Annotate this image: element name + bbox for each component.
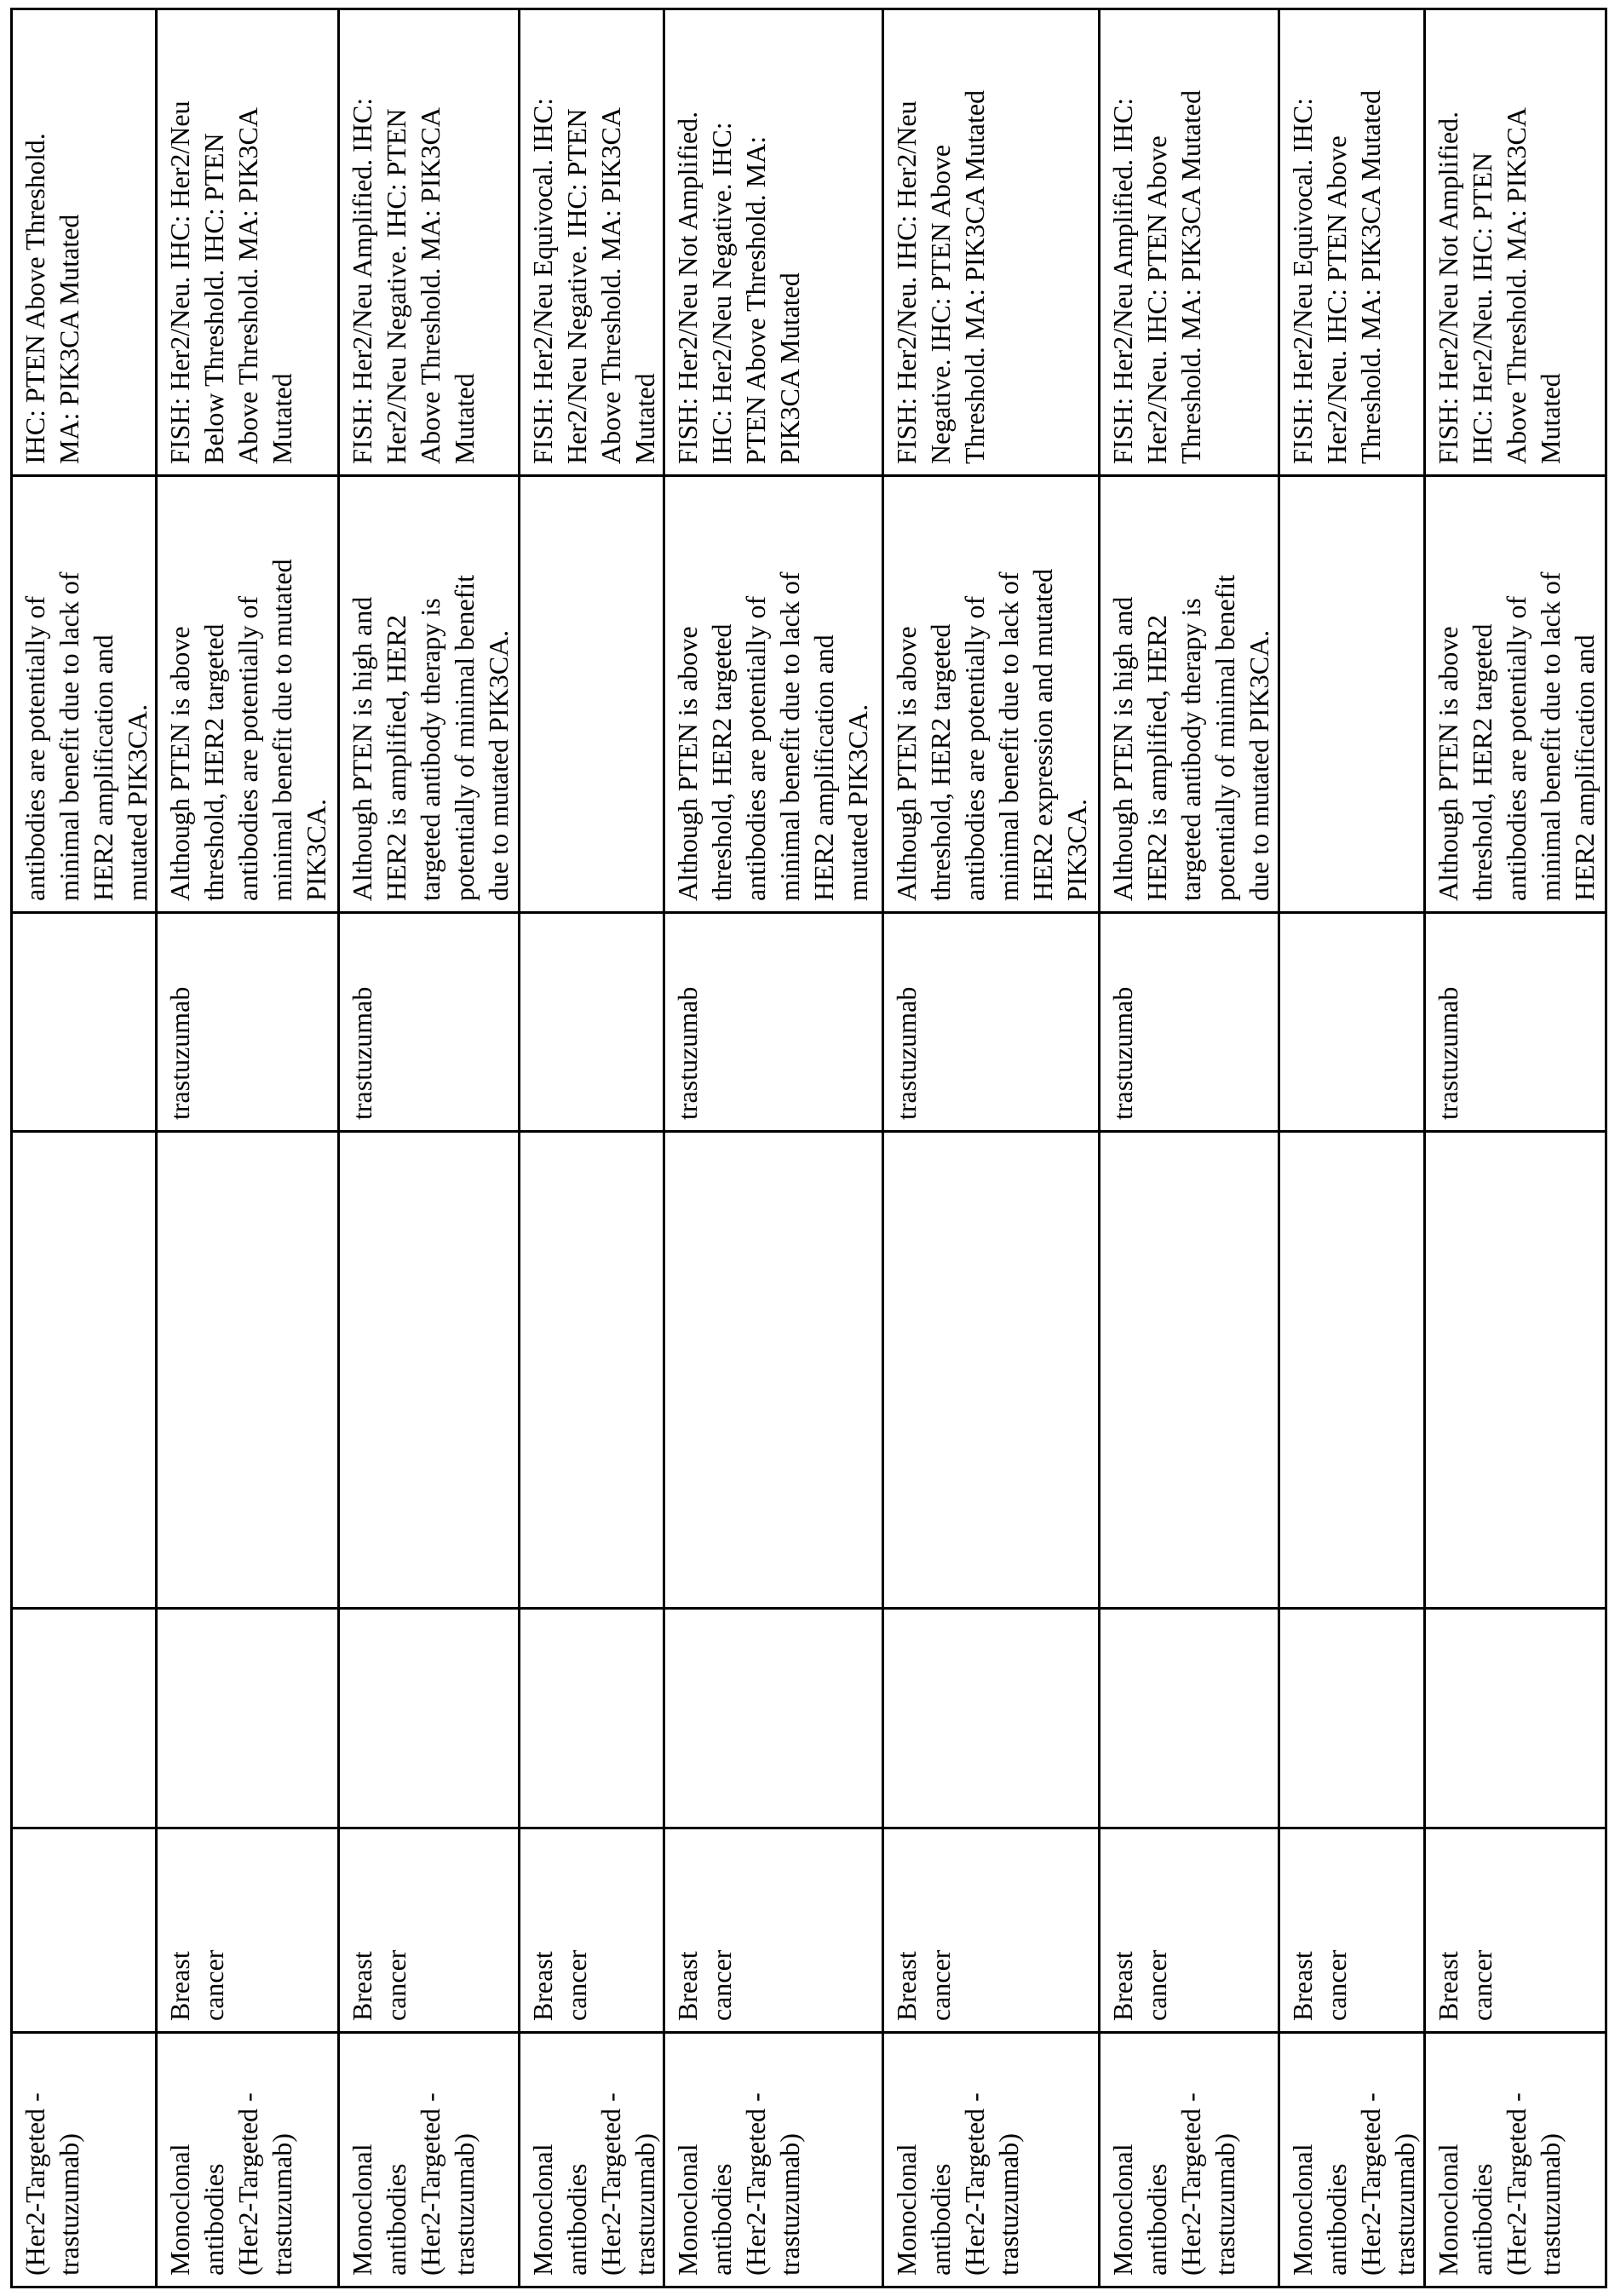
cell-drug-class: Monoclonal antibodies (Her2-Targeted - trastuzumab) (883, 2033, 1100, 2287)
cell-drug: trastuzumab (339, 913, 520, 1132)
cell-biomarkers: FISH: Her2/Neu Equivocal. IHC: Her2/Neu. IHC: PTEN Above Threshold. MA: PIK3CA Mutated (1279, 9, 1425, 476)
cell-biomarkers: IHC: PTEN Above Threshold. MA: PIK3CA Mutated (12, 9, 157, 476)
cell-drug-class: Monoclonal antibodies (Her2-Targeted - trastuzumab) (157, 2033, 339, 2287)
cell-drug-class: (Her2-Targeted - trastuzumab) (12, 2033, 157, 2287)
cell-col-d (1425, 1132, 1606, 1609)
table-row (1100, 9, 1279, 2287)
table-row (1425, 9, 1606, 2287)
cell-drug-class: Monoclonal antibodies (Her2-Targeted - trastuzumab) (1425, 2033, 1606, 2287)
cell-col-d (1100, 1132, 1279, 1609)
cell-biomarkers: FISH: Her2/Neu. IHC: Her2/Neu Negative. IHC: PTEN Above Threshold. MA: PIK3CA Mutated (883, 9, 1100, 476)
cell-explanation: Although PTEN is above threshold, HER2 targeted antibodies are potentially of minimal benefit due to lack of HER2 amplification and (1425, 476, 1606, 913)
cell-drug: trastuzumab (1100, 913, 1279, 1132)
cell-col-e (339, 1609, 520, 1828)
rotated-table-page (10, 10, 1606, 2288)
cell-drug-class: Monoclonal antibodies (Her2-Targeted - trastuzumab) (1279, 2033, 1425, 2287)
cell-drug: trastuzumab (664, 913, 883, 1132)
table-row (12, 9, 157, 2287)
cell-drug (12, 913, 157, 1132)
cell-col-d (339, 1132, 520, 1609)
cell-biomarkers: FISH: Her2/Neu Amplified. IHC: Her2/Neu. IHC: PTEN Above Threshold. MA: PIK3CA Mutated (1100, 9, 1279, 476)
cell-col-d (664, 1132, 883, 1609)
cell-col-d (1279, 1132, 1425, 1609)
cell-col-d (157, 1132, 339, 1609)
cell-col-d (520, 1132, 664, 1609)
cell-indication: Breast cancer (664, 1828, 883, 2033)
cell-explanation: Although PTEN is high and HER2 is amplified, HER2 targeted antibody therapy is potentially of minimal benefit due to mutated PIK3CA. (1100, 476, 1279, 913)
cell-col-e (1100, 1609, 1279, 1828)
cell-indication (12, 1828, 157, 2033)
cell-indication: Breast cancer (883, 1828, 1100, 2033)
table-landscape (10, 10, 1606, 2288)
cell-indication: Breast cancer (157, 1828, 339, 2033)
cell-biomarkers: FISH: Her2/Neu Not Amplified. IHC: Her2/Neu Negative. IHC: PTEN Above Threshold. MA: PIK3CA Mutated (664, 9, 883, 476)
cell-drug: trastuzumab (1425, 913, 1606, 1132)
cell-explanation: Although PTEN is above threshold, HER2 targeted antibodies are potentially of minimal benefit due to lack of HER2 expression and mutated PIK3CA. (883, 476, 1100, 913)
cell-drug: trastuzumab (157, 913, 339, 1132)
cell-indication: Breast cancer (1425, 1828, 1606, 2033)
cell-drug: trastuzumab (883, 913, 1100, 1132)
cell-indication: Breast cancer (520, 1828, 664, 2033)
table-row (157, 9, 339, 2287)
cell-biomarkers: FISH: Her2/Neu Equivocal. IHC: Her2/Neu Negative. IHC: PTEN Above Threshold. MA: PIK3CA Mutated (520, 9, 664, 476)
cell-biomarkers: FISH: Her2/Neu. IHC: Her2/Neu Below Threshold. IHC: PTEN Above Threshold. MA: PIK3CA Mutated (157, 9, 339, 476)
table-row (520, 9, 664, 2287)
table-row (883, 9, 1100, 2287)
cell-drug (520, 913, 664, 1132)
table-row (339, 9, 520, 2287)
cell-indication: Breast cancer (1100, 1828, 1279, 2033)
cell-col-e (157, 1609, 339, 1828)
cell-explanation: antibodies are potentially of minimal benefit due to lack of HER2 amplification and mutated PIK3CA. (12, 476, 157, 913)
cell-col-e (664, 1609, 883, 1828)
cell-col-e (12, 1609, 157, 1828)
cell-drug-class: Monoclonal antibodies (Her2-Targeted - trastuzumab) (1100, 2033, 1279, 2287)
cell-col-e (520, 1609, 664, 1828)
cell-biomarkers: FISH: Her2/Neu Not Amplified. IHC: Her2/Neu. IHC: PTEN Above Threshold. MA: PIK3CA Mutated (1425, 9, 1606, 476)
cell-explanation: Although PTEN is above threshold, HER2 targeted antibodies are potentially of minimal benefit due to lack of HER2 amplification and mutated PIK3CA. (664, 476, 883, 913)
cell-col-e (1425, 1609, 1606, 1828)
cell-col-d (12, 1132, 157, 1609)
cell-drug (1279, 913, 1425, 1132)
cell-indication: Breast cancer (1279, 1828, 1425, 2033)
therapy-table (10, 8, 1607, 2288)
cell-explanation: Although PTEN is high and HER2 is amplified, HER2 targeted antibody therapy is potentially of minimal benefit due to mutated PIK3CA. (339, 476, 520, 913)
cell-biomarkers: FISH: Her2/Neu Amplified. IHC: Her2/Neu Negative. IHC: PTEN Above Threshold. MA: PIK3CA Mutated (339, 9, 520, 476)
table-row (664, 9, 883, 2287)
cell-col-e (883, 1609, 1100, 1828)
cell-indication: Breast cancer (339, 1828, 520, 2033)
cell-col-d (883, 1132, 1100, 1609)
cell-explanation (520, 476, 664, 913)
cell-col-e (1279, 1609, 1425, 1828)
table-body (12, 9, 1606, 2287)
cell-drug-class: Monoclonal antibodies (Her2-Targeted - trastuzumab) (664, 2033, 883, 2287)
cell-drug-class: Monoclonal antibodies (Her2-Targeted - trastuzumab) (339, 2033, 520, 2287)
table-row (1279, 9, 1425, 2287)
cell-explanation (1279, 476, 1425, 913)
cell-explanation: Although PTEN is above threshold, HER2 targeted antibodies are potentially of minimal benefit due to mutated PIK3CA. (157, 476, 339, 913)
cell-drug-class: Monoclonal antibodies (Her2-Targeted - trastuzumab) (520, 2033, 664, 2287)
